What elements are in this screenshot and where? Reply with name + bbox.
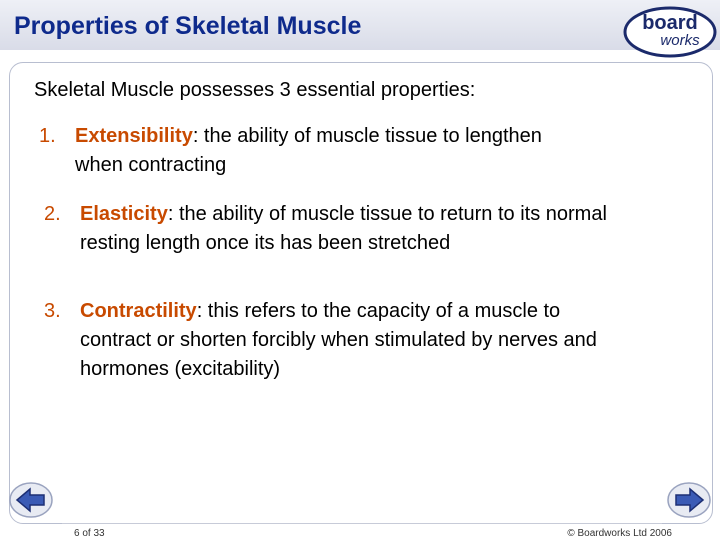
- previous-slide-button[interactable]: [8, 480, 54, 520]
- page-title: Properties of Skeletal Muscle: [14, 12, 362, 40]
- item-number: 3.: [44, 300, 61, 322]
- next-slide-button[interactable]: [666, 480, 712, 520]
- item-description: : the ability of muscle tissue to return to its normal resting length once its has been stretched: [80, 203, 607, 254]
- item-term: Elasticity: [80, 203, 168, 225]
- arrow-right-icon: [666, 480, 712, 520]
- item-term: Contractility: [80, 300, 197, 322]
- arrow-left-icon: [8, 480, 54, 520]
- item-description: : this refers to the capacity of a muscle to contract or shorten forcibly when stimulated by nerves and hormones (excitability): [80, 300, 597, 380]
- item-number: 2.: [44, 203, 61, 225]
- page-number: 6 of 33: [74, 528, 105, 539]
- item-term: Extensibility: [75, 125, 193, 147]
- item-number: 1.: [39, 125, 56, 147]
- title-bar: [0, 0, 720, 50]
- boardworks-logo: [622, 4, 718, 60]
- list-item: [44, 200, 624, 258]
- footer-divider: [62, 523, 662, 524]
- copyright-text: © Boardworks Ltd 2006: [567, 528, 672, 539]
- list-item: [39, 122, 579, 180]
- intro-text: Skeletal Muscle possesses 3 essential properties:: [34, 79, 476, 101]
- list-item: [44, 297, 624, 384]
- logo-line2: works: [660, 32, 700, 49]
- item-description: : the ability of muscle tissue to lengthen when contracting: [75, 125, 542, 176]
- logo-line1: board: [642, 12, 698, 34]
